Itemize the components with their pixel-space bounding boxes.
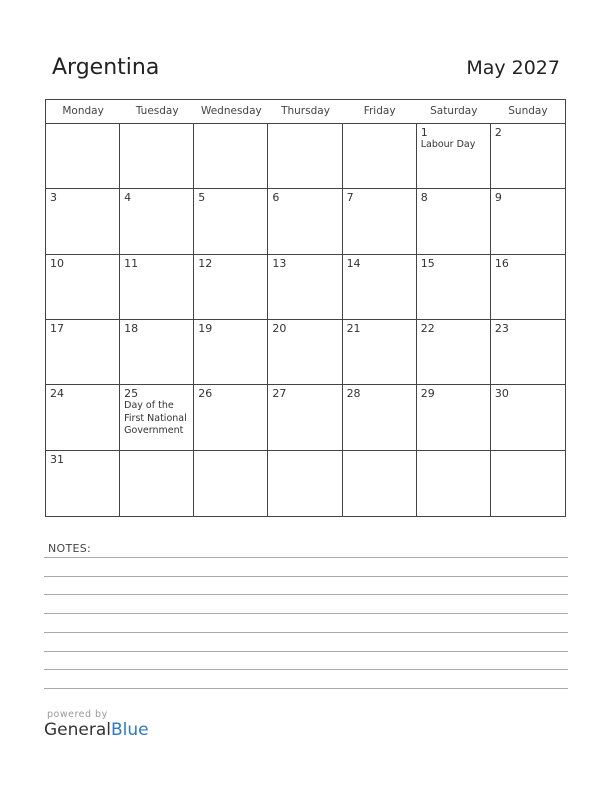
day-cell	[120, 385, 194, 450]
day-number: 9	[494, 191, 502, 205]
day-number: 18	[124, 322, 139, 335]
note-line	[44, 669, 568, 670]
day-cell	[343, 124, 417, 189]
day-cell	[46, 124, 120, 189]
day-number: 27	[272, 387, 287, 401]
brand-general-text: General	[44, 720, 111, 740]
notes-label: NOTES:	[48, 542, 92, 555]
brand-blue-text: Blue	[111, 720, 149, 740]
day-cell	[194, 255, 268, 320]
weekday-header-wednesday: Wednesday	[194, 100, 268, 124]
day-number: 22	[420, 322, 435, 335]
day-cell	[491, 124, 565, 189]
day-cell	[491, 255, 565, 320]
country-title: Argentina	[52, 55, 160, 80]
day-cell	[268, 451, 342, 516]
calendar-grid	[45, 99, 566, 517]
day-cell	[343, 451, 417, 516]
day-cell	[491, 385, 565, 450]
day-cell	[194, 385, 268, 450]
weekday-header-saturday: Saturday	[417, 100, 491, 124]
day-number: 28	[346, 387, 361, 401]
day-number: 11	[124, 256, 139, 270]
day-number: 25	[124, 387, 139, 401]
day-number: 29	[420, 387, 435, 401]
day-cell	[417, 255, 491, 320]
day-cell	[343, 385, 417, 450]
day-number: 8	[420, 191, 428, 205]
day-cell	[194, 189, 268, 254]
day-number: 6	[272, 191, 280, 205]
note-line	[44, 613, 568, 614]
note-line	[44, 651, 568, 652]
holiday-label: Day of the First National Government	[124, 400, 187, 437]
day-cell	[194, 320, 268, 385]
powered-by-text: powered by	[47, 709, 108, 720]
day-cell	[46, 385, 120, 450]
day-number: 19	[198, 322, 213, 335]
day-cell	[268, 189, 342, 254]
month-year-title: May 2027	[466, 57, 560, 79]
day-cell	[46, 320, 120, 385]
day-cell	[268, 255, 342, 320]
day-cell	[268, 124, 342, 189]
weekday-header-tuesday: Tuesday	[120, 100, 194, 124]
day-cell	[343, 255, 417, 320]
day-cell	[46, 451, 120, 516]
day-cell	[417, 124, 491, 189]
day-cell	[491, 451, 565, 516]
day-number: 10	[50, 256, 64, 270]
day-cell	[120, 189, 194, 254]
day-number: 13	[272, 256, 287, 270]
day-cell	[194, 451, 268, 516]
day-number: 15	[420, 256, 435, 270]
day-number: 4	[124, 191, 132, 205]
weekday-header-friday: Friday	[343, 100, 417, 124]
day-cell	[194, 124, 268, 189]
day-cell	[417, 385, 491, 450]
day-number: 12	[198, 256, 213, 270]
day-cell	[120, 124, 194, 189]
note-line	[44, 688, 568, 689]
weekday-header-sunday: Sunday	[491, 100, 565, 124]
day-number: 17	[50, 322, 64, 335]
note-line	[44, 557, 568, 558]
day-number: 14	[346, 256, 361, 270]
day-number: 7	[346, 191, 354, 205]
day-cell	[417, 189, 491, 254]
day-cell	[491, 189, 565, 254]
note-line	[44, 632, 568, 633]
day-cell	[120, 320, 194, 385]
day-cell	[417, 320, 491, 385]
day-cell	[491, 320, 565, 385]
holiday-label: Labour Day	[420, 139, 476, 150]
day-number: 23	[494, 322, 509, 335]
day-number: 24	[50, 387, 64, 401]
day-number: 26	[198, 387, 213, 401]
weekday-header-monday: Monday	[46, 100, 120, 124]
weekday-header-thursday: Thursday	[268, 100, 342, 124]
day-cell	[46, 255, 120, 320]
brand-logo	[44, 720, 149, 740]
day-number: 3	[50, 191, 57, 205]
note-line	[44, 594, 568, 595]
note-line	[44, 576, 568, 577]
day-cell	[343, 189, 417, 254]
day-cell	[120, 255, 194, 320]
day-cell	[46, 189, 120, 254]
day-number: 20	[272, 322, 287, 335]
day-number: 21	[346, 322, 361, 335]
day-cell	[417, 451, 491, 516]
day-cell	[120, 451, 194, 516]
day-number: 30	[494, 387, 509, 401]
day-number: 5	[198, 191, 206, 205]
day-cell	[268, 320, 342, 385]
day-number: 31	[50, 452, 64, 466]
day-number: 16	[494, 256, 509, 270]
day-number: 1	[420, 126, 428, 139]
day-cell	[268, 385, 342, 450]
day-cell	[343, 320, 417, 385]
day-number: 2	[494, 126, 502, 139]
